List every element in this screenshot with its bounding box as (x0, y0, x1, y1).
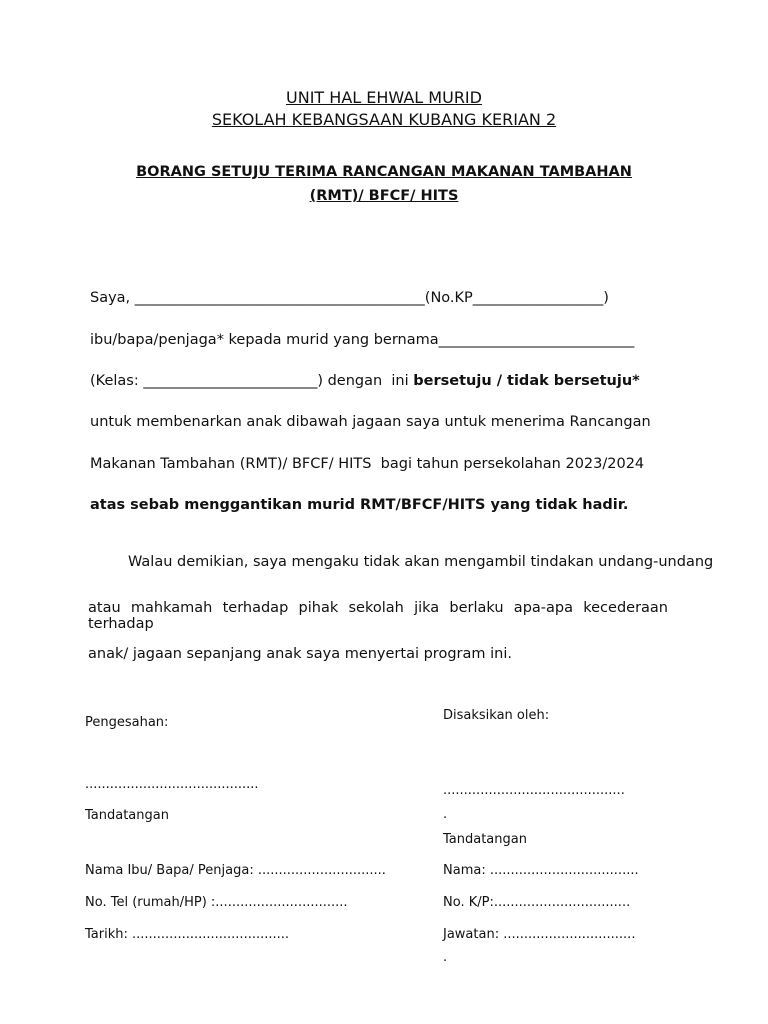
witness-position-dot: . (443, 950, 448, 965)
witness-signature-label: Tandatangan (443, 832, 527, 847)
parent-name-field: Nama Ibu/ Bapa/ Penjaga: ............................... (85, 863, 386, 878)
agree-choice: bersetuju / tidak bersetuju* (413, 373, 640, 389)
name-blank: Saya, ________________________________________ (90, 290, 425, 306)
school-title: SEKOLAH KEBANGSAAN KUBANG KERIAN 2 (211, 110, 557, 129)
confirmation-label: Pengesahan: (85, 715, 169, 730)
form-title-line-1: BORANG SETUJU TERIMA RANCANGAN MAKANAN TAMBAHAN (136, 164, 632, 180)
date-field: Tarikh: ...................................... (85, 927, 290, 942)
declaration-line-2: atau mahkamah terhadap pihak sekolah jika berlaku apa-apa kecederaan terhadap (88, 600, 668, 632)
parent-phone-field: No. Tel (rumah/HP) :................................ (85, 895, 348, 910)
witness-signature-dot: . (443, 807, 448, 822)
reason-text: atas sebab menggantikan murid RMT/BFCF/HITS yang tidak hadir. (90, 497, 629, 513)
parent-signature-line: .......................................... (85, 777, 259, 792)
class-blank: (Kelas: ________________________) dengan ini (90, 373, 414, 389)
witness-label: Disaksikan oleh: (443, 708, 550, 723)
parent-signature-label: Tandatangan (85, 808, 169, 823)
body-line-4: untuk membenarkan anak dibawah jagaan saya untuk menerima Rancangan (90, 414, 651, 430)
ic-blank: (No.KP__________________) (424, 290, 609, 306)
body-line-1 (90, 290, 609, 306)
body-line-3 (90, 373, 640, 389)
declaration-line-1: Walau demikian, saya mengaku tidak akan mengambil tindakan undang-undang (128, 554, 714, 570)
unit-title: UNIT HAL EHWAL MURID (286, 88, 482, 107)
body-line-2: ibu/bapa/penjaga* kepada murid yang bernama___________________________ (90, 332, 635, 348)
body-line-6 (90, 497, 628, 513)
witness-name-field: Nama: .................................... (443, 863, 639, 878)
witness-position-field: Jawatan: ................................ (443, 927, 636, 942)
body-line-5: Makanan Tambahan (RMT)/ BFCF/ HITS bagi tahun persekolahan 2023/2024 (90, 456, 645, 472)
witness-ic-field: No. K/P:................................. (443, 895, 631, 910)
witness-signature-line: ............................................ (443, 783, 625, 798)
declaration-line-3: anak/ jagaan sepanjang anak saya menyertai program ini. (88, 646, 512, 662)
form-title-line-2: (RMT)/ BFCF/ HITS (309, 188, 459, 204)
